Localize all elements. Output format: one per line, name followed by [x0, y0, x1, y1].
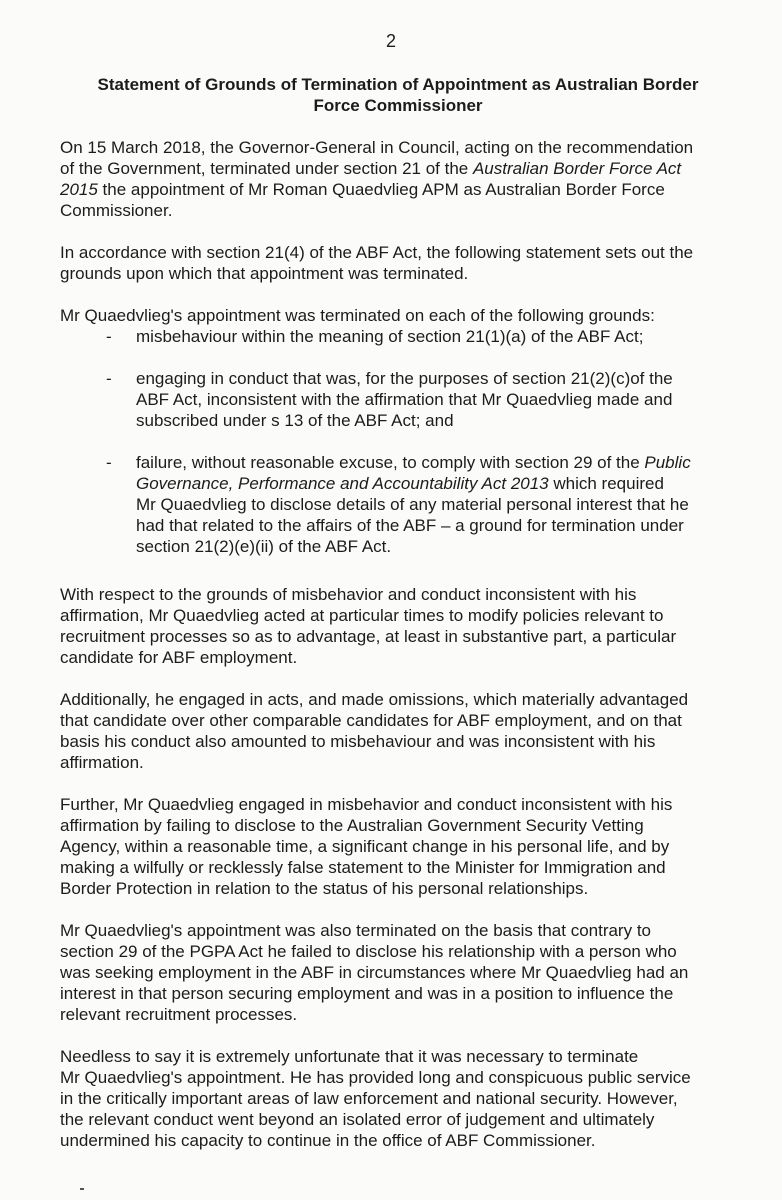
text-line: relevant recruitment processes.	[60, 1005, 298, 1024]
text-line: candidate for ABF employment.	[60, 648, 298, 667]
text-line	[60, 158, 750, 179]
text-line	[136, 473, 756, 494]
paragraph-pgpa-relationship	[60, 920, 750, 1025]
text-line: affirmation, Mr Quaedvlieg acted at particular times to modify policies relevant to	[60, 606, 664, 625]
text-line: engaging in conduct that was, for the purposes of section 21(2)(c)of the	[136, 369, 673, 388]
text-line	[136, 452, 756, 473]
paragraph-grounds-intro	[60, 305, 750, 326]
title-line-1: Statement of Grounds of Termination of Appointment as Australian Border	[97, 75, 699, 94]
ground-misbehaviour	[136, 326, 756, 347]
text-line: Commissioner.	[60, 201, 173, 220]
page-number: 2	[385, 31, 396, 51]
list-dash: -	[106, 369, 112, 388]
paragraph-statement-purpose	[60, 242, 750, 284]
act-name-italic: Public	[644, 453, 691, 472]
text-line: misbehaviour within the meaning of section 21(1)(a) of the ABF Act;	[136, 327, 644, 346]
ground-conduct	[136, 368, 756, 431]
text-line: grounds upon which that appointment was terminated.	[60, 264, 469, 283]
text-line: Mr Quaedvlieg's appointment. He has provided long and conspicuous public service	[60, 1068, 691, 1087]
paragraph-vetting-disclosure	[60, 794, 750, 899]
text-line: subscribed under s 13 of the ABF Act; and	[136, 411, 454, 430]
paragraph-candidate-advantage	[60, 689, 750, 773]
text-span: which required	[548, 474, 664, 493]
text-line: was seeking employment in the ABF in circumstances where Mr Quaedvlieg had an	[60, 963, 689, 982]
text-line: Border Protection in relation to the status of his personal relationships.	[60, 879, 589, 898]
act-name-italic: Australian Border Force Act	[472, 159, 682, 178]
list-dash: -	[106, 327, 112, 346]
text-line: section 21(2)(e)(ii) of the ABF Act.	[136, 537, 392, 556]
list-dash: -	[106, 453, 112, 472]
text-line: had that related to the affairs of the ABF – a ground for termination under	[136, 516, 684, 535]
title-line-2: Force Commissioner	[313, 96, 483, 115]
text-line: in the critically important areas of law enforcement and national security. However,	[60, 1089, 678, 1108]
text-line: the relevant conduct went beyond an isolated error of judgement and ultimately	[60, 1110, 655, 1129]
text-line	[60, 179, 750, 200]
text-line: recruitment processes so as to advantage, at least in substantive part, a particular	[60, 627, 677, 646]
act-name-italic: Governance, Performance and Accountability Act 2013	[136, 474, 549, 493]
ground-disclosure-failure	[136, 452, 756, 557]
text-line: Mr Quaedvlieg's appointment was terminated on each of the following grounds:	[60, 306, 655, 325]
text-line: affirmation by failing to disclose to the Australian Government Security Vetting	[60, 816, 644, 835]
text-line: Mr Quaedvlieg's appointment was also terminated on the basis that contrary to	[60, 921, 651, 940]
text-line: section 29 of the PGPA Act he failed to disclose his relationship with a person who	[60, 942, 677, 961]
text-line: ABF Act, inconsistent with the affirmation that Mr Quaedvlieg made and	[136, 390, 673, 409]
text-line: Additionally, he engaged in acts, and made omissions, which materially advantaged	[60, 690, 689, 709]
text-line: Further, Mr Quaedvlieg engaged in misbehavior and conduct inconsistent with his	[60, 795, 673, 814]
paragraph-conclusion	[60, 1046, 750, 1151]
text-line: In accordance with section 21(4) of the ABF Act, the following statement sets out the	[60, 243, 694, 262]
text-line: interest in that person securing employment and was in a position to influence the	[60, 984, 674, 1003]
text-span: of the Government, terminated under section 21 of the	[60, 159, 473, 178]
text-line: Mr Quaedvlieg to disclose details of any material personal interest that he	[136, 495, 689, 514]
text-line: On 15 March 2018, the Governor-General in Council, acting on the recommendation	[60, 138, 694, 157]
text-line: undermined his capacity to continue in the office of ABF Commissioner.	[60, 1131, 596, 1150]
text-line: that candidate over other comparable candidates for ABF employment, and on that	[60, 711, 682, 730]
paragraph-termination-notice	[60, 137, 750, 221]
paragraph-recruitment-policies	[60, 584, 750, 668]
text-line: making a wilfully or recklessly false statement to the Minister for Immigration and	[60, 858, 666, 877]
text-line: Needless to say it is extremely unfortunate that it was necessary to terminate	[60, 1047, 639, 1066]
text-line: Agency, within a reasonable time, a significant change in his personal life, and by	[60, 837, 670, 856]
text-span: the appointment of Mr Roman Quaedvlieg APM as Australian Border Force	[97, 180, 665, 199]
text-line: affirmation.	[60, 753, 144, 772]
text-line: basis his conduct also amounted to misbehaviour and was inconsistent with his	[60, 732, 656, 751]
text-line: With respect to the grounds of misbehavior and conduct inconsistent with his	[60, 585, 637, 604]
scan-mark	[80, 1188, 84, 1190]
document-title	[60, 74, 736, 116]
act-year-italic: 2015	[60, 180, 98, 199]
text-span: failure, without reasonable excuse, to comply with section 29 of the	[136, 453, 645, 472]
